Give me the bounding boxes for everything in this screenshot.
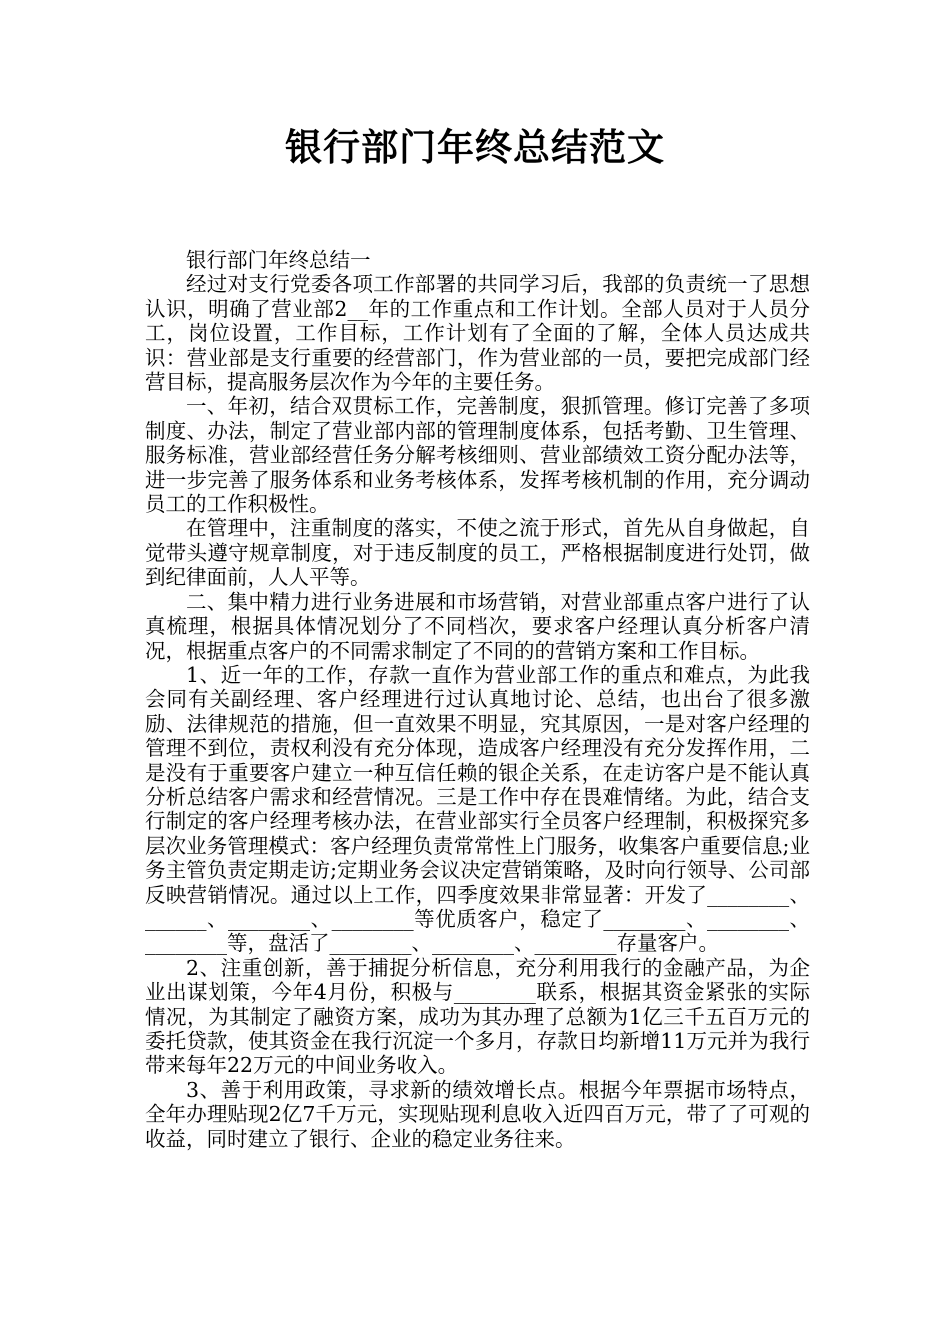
section-heading: 银行部门年终总结一 (186, 248, 371, 272)
paragraph: 二、集中精力进行业务进展和市场营销，对营业部重点客户进行了认真梳理，根据具体情况划分了不同档次，要求客户经理认真分析客户清况，根据重点客户的不同需求制定了不同的的营销方案和工作目标。 (145, 589, 810, 663)
paragraph: 2、注重创新，善于捕捉分析信息，充分利用我行的金融产品，为企业出谋划策，今年4月份，积极与________联系，根据其资金紧张的实际情况，为其制定了融资方案，成功为其办理了总额为1亿三千五百万元的委托贷款，使其资金在我行沉淀一个多月，存款日均新增11万元并为我行带来每年22万元的中间业务收入。 (145, 955, 810, 1078)
document-body (145, 248, 810, 1151)
paragraph: 一、年初，结合双贯标工作，完善制度，狠抓管理。修订完善了多项制度、办法，制定了营业部内部的管理制度体系，包括考勤、卫生管理、服务标准，营业部经营任务分解考核细则、营业部绩效工资分配办法等，进一步完善了服务体系和业务考核体系，发挥考核机制的作用，充分调动员工的工作积极性。 (145, 394, 810, 517)
paragraph: 在管理中，注重制度的落实，不使之流于形式，首先从自身做起，自觉带头遵守规章制度，对于违反制度的员工，严格根据制度进行处罚，做到纪律面前，人人平等。 (145, 516, 810, 590)
paragraph: 3、善于利用政策，寻求新的绩效增长点。根据今年票据市场特点，全年办理贴现2亿7千万元，实现贴现利息收入近四百万元，带了了可观的收益，同时建立了银行、企业的稳定业务往来。 (145, 1077, 810, 1151)
paragraph: 经过对支行党委各项工作部署的共同学习后，我部的负责统一了思想认识，明确了营业部2__年的工作重点和工作计划。全部人员对于人员分工，岗位设置，工作目标，工作计划有了全面的了解，全体人员达成共识：营业部是支行重要的经营部门，作为营业部的一员，要把完成部门经营目标，提高服务层次作为今年的主要任务。 (145, 272, 810, 395)
paragraph: 1、近一年的工作，存款一直作为营业部工作的重点和难点，为此我会同有关副经理、客户经理进行过认真地讨论、总结，也出台了很多激励、法律规范的措施，但一直效果不明显，究其原因，一是对客户经理的管理不到位，责权利没有充分体现，造成客户经理没有充分发挥作用，二是没有于重要客户建立一种互信任赖的银企关系，在走访客户是不能认真分析总结客户需求和经营情况。三是工作中存在畏难情绪。为此，结合支行制定的客户经理考核办法，在营业部实行全员客户经理制，积极探究多层次业务管理模式：客户经理负责常常性上门服务，收集客户重要信息;业务主管负责定期走访;定期业务会议决定营销策略，及时向行领导、公司部反映营销情况。通过以上工作，四季度效果非常显著：开发了________、______、________、________等优质客户，稳定了________、________、________等，盘活了________、________、________存量客户。 (145, 662, 810, 956)
document-title: 银行部门年终总结范文 (285, 126, 665, 169)
